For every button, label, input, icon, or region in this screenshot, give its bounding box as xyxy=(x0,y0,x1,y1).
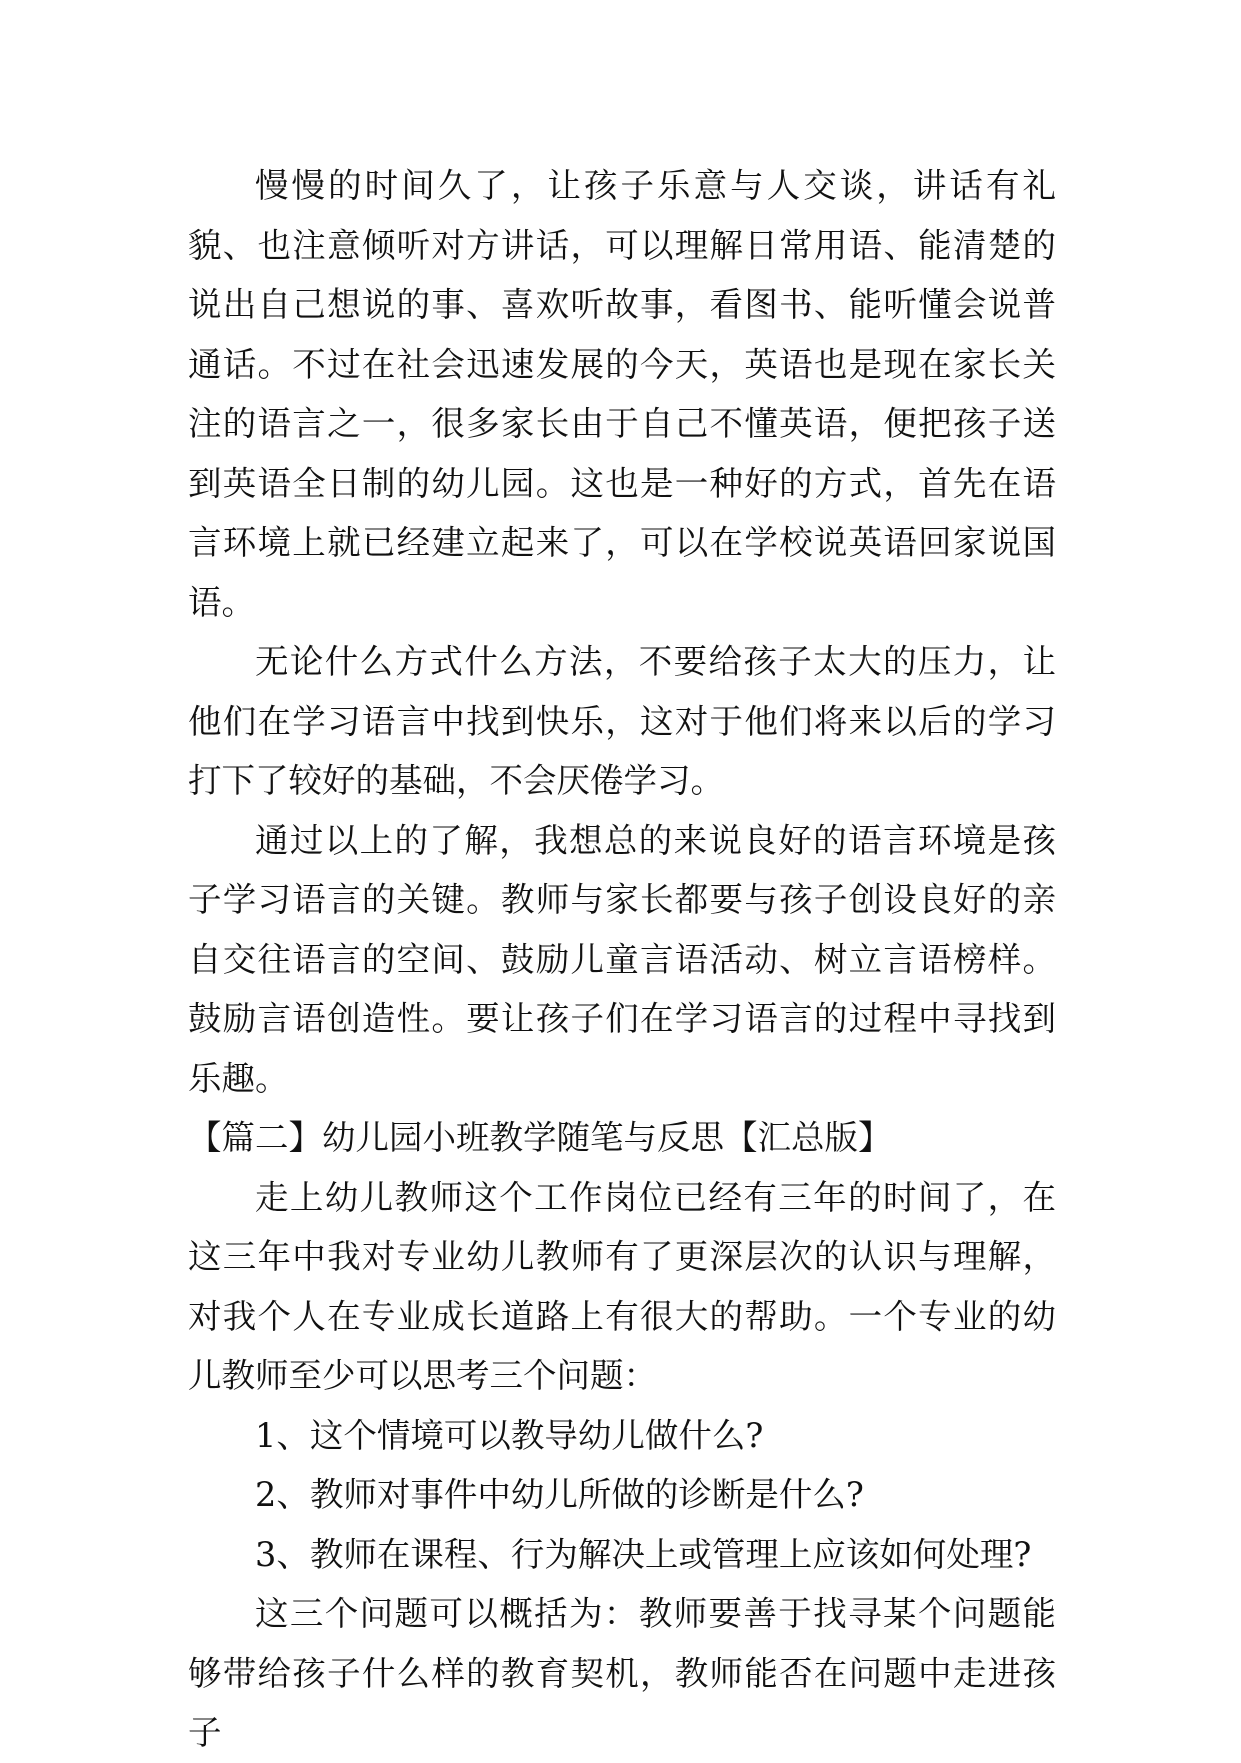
question-item-3: 3、教师在课程、行为解决上或管理上应该如何处理? xyxy=(255,1534,1032,1574)
paragraph-conclusion: 通过以上的了解，我想总的来说良好的语言环境是孩子学习语言的关键。教师与家长都要与孩子创设良好的亲自交往语言的空间、鼓励儿童言语活动、树立言语榜样。鼓励言语创造性。要让孩子们在学习语言的过程中寻找到乐趣。 xyxy=(188,820,1056,1098)
question-item-2: 2、教师对事件中幼儿所做的诊断是什么? xyxy=(255,1475,864,1514)
paragraph-language-environment: 慢慢的时间久了，让孩子乐意与人交谈，讲话有礼貌、也注意倾听对方讲话，可以理解日常用语、能清楚的说出自己想说的事、喜欢听故事，看图书、能听懂会说普通话。不过在社会迅速发展的今天，英语也是现在家长关注的语言之一，很多家长由于自己不懂英语，便把孩子送到英语全日制的幼儿园。这也是一种好的方式，首先在语言环境上就已经建立起来了，可以在学校说英语回家说国语。 xyxy=(188,166,1056,622)
document-body xyxy=(188,156,1056,1763)
paragraph-summary: 这三个问题可以概括为：教师要善于找寻某个问题能够带给孩子什么样的教育契机，教师能否在问题中走进孩子 xyxy=(188,1594,1056,1752)
paragraph-intro: 走上幼儿教师这个工作岗位已经有三年的时间了，在这三年中我对专业幼儿教师有了更深层次的认识与理解，对我个人在专业成长道路上有很大的帮助。一个专业的幼儿教师至少可以思考三个问题： xyxy=(188,1177,1056,1395)
question-item-1: 1、这个情境可以教导幼儿做什么? xyxy=(255,1415,764,1455)
paragraph-no-pressure: 无论什么方式什么方法，不要给孩子太大的压力，让他们在学习语言中找到快乐，这对于他们将来以后的学习打下了较好的基础，不会厌倦学习。 xyxy=(188,642,1056,800)
section-heading: 【篇二】幼儿园小班教学随笔与反思【汇总版】 xyxy=(188,1118,892,1157)
